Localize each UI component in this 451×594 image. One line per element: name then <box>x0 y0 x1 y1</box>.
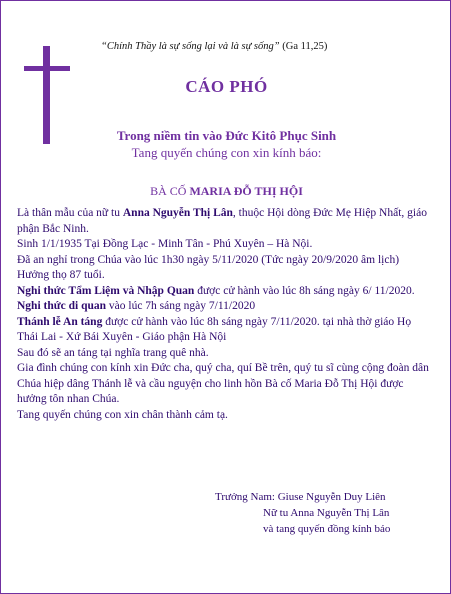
signature-line-2: Nữ tu Anna Nguyễn Thị Lân <box>263 507 390 519</box>
signature-line-1: Trưởng Nam: Giuse Nguyễn Duy Liên <box>215 491 386 503</box>
rite-encoffining-text: được cử hành vào lúc 8h sáng ngày 6/ 11/2020. <box>194 284 415 297</box>
rite-procession-label: Nghi thức di quan <box>17 300 107 312</box>
quote-text: “Chính Thầy là sự sống lại và là sự sống” <box>101 41 280 52</box>
mother-prefix: Là thân mẫu của nữ tu <box>17 207 123 219</box>
rite-funeral-mass-text: được cử hành vào lúc 8h sáng ngày 7/11/2020. tại nhà thờ giáo Họ Thái Lai - Xứ Bái Xuyên - Giáo phận Hà Nội <box>17 315 412 343</box>
quote-reference: (Ga 11,25) <box>279 41 328 52</box>
birth-line: Sinh 1/1/1935 Tại Đồng Lạc - Minh Tân - Phú Xuyên – Hà Nội. <box>17 238 313 250</box>
faith-line: Trong niềm tin vào Đức Kitô Phục Sinh <box>116 128 337 143</box>
request-line: Gia đình chúng con kính xin Đức cha, quý cha, quí Bề trên, quý tu sĩ cùng cộng đoàn dân Chúa hiệp dâng Thánh lễ và cầu nguyện cho linh hồn Bà cố Maria Đỗ Thị Hội được hưởng tôn nhan Chúa. <box>17 362 429 405</box>
nun-name: Anna Nguyễn Thị Lân <box>122 207 233 219</box>
rite-encoffining <box>17 284 429 300</box>
rite-procession-text: vào lúc 7h sáng ngày 7/11/2020 <box>106 300 256 312</box>
rite-funeral-mass-label: Thánh lễ An táng <box>17 315 103 328</box>
signature-line-3: và tang quyến đồng kính báo <box>263 523 391 535</box>
age-line: Hưởng thọ 87 tuổi. <box>17 269 105 281</box>
announce-line: Tang quyến chúng con xin kính báo: <box>131 145 322 160</box>
rite-procession <box>17 299 429 315</box>
bible-quote <box>101 41 441 52</box>
mother-line <box>17 206 429 237</box>
rite-encoffining-label: Nghi thức Tẩm Liệm và Nhập Quan <box>17 284 195 297</box>
rite-funeral-mass <box>17 315 429 346</box>
deceased-heading <box>1 184 451 199</box>
burial-line: Sau đó sẽ an táng tại nghĩa trang quê nhà. <box>17 346 209 359</box>
death-line: Đã an nghỉ trong Chúa vào lúc 1h30 ngày 5/11/2020 (Tức ngày 20/9/2020 âm lịch) <box>17 253 400 266</box>
thanks-line: Tang quyến chúng con xin chân thành cảm tạ. <box>17 408 228 421</box>
mother-suffix: , thuộc Hội dòng Đức Mẹ Hiệp Nhất, giáo phận Bắc Ninh. <box>17 207 427 235</box>
deceased-prefix: BÀ CỐ <box>150 184 190 198</box>
page-title: CÁO PHÓ <box>185 77 268 96</box>
obituary-body <box>17 206 429 423</box>
deceased-name: MARIA ĐỖ THỊ HỘI <box>189 184 303 198</box>
